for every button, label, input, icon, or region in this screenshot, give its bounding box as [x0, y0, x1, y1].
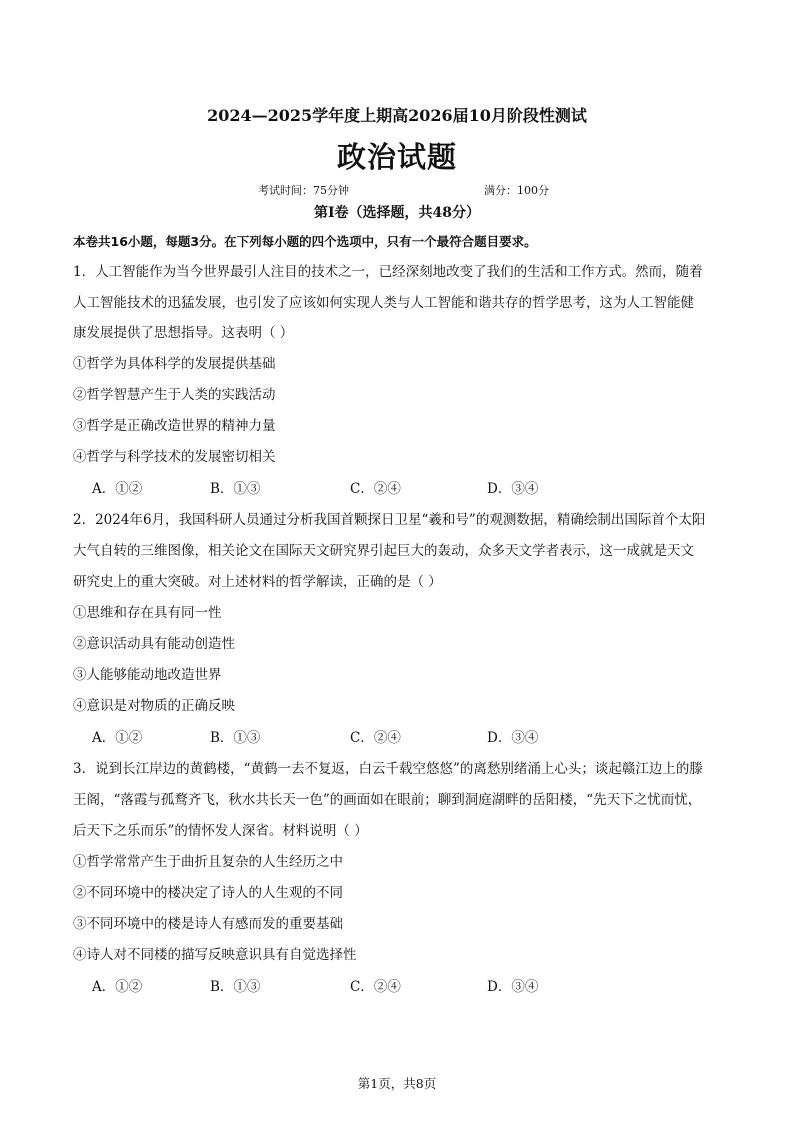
question-text-line: 1．人工智能作为当今世界最引人注目的技术之一，已经深刻地改变了我们的生活和工作方式。然而，随着 — [73, 264, 703, 280]
option-c: C．②④ — [350, 979, 401, 995]
statement: ④诗人对不同楼的描写反映意识具有自觉选择性 — [73, 947, 357, 963]
question-text-line: 康发展提供了思想指导。这表明（ ） — [73, 325, 294, 341]
option-a: A．①② — [92, 979, 143, 995]
statement: ③哲学是正确改造世界的精神力量 — [73, 418, 276, 434]
exam-time: 考试时间：75分钟 — [258, 184, 349, 197]
option-d: D．③④ — [487, 730, 539, 746]
full-score: 满分：100分 — [484, 184, 549, 197]
question-text-line: 大气自转的三维图像，相关论文在国际天文研究界引起巨大的轰动，众多天文学者表示，这一成就是天文 — [73, 543, 694, 559]
statement: ②不同环境中的楼决定了诗人的人生观的不同 — [73, 885, 343, 901]
exam-title: 2024—2025学年度上期高2026届10月阶段性测试 — [207, 106, 587, 125]
statement: ②意识活动具有能动创造性 — [73, 636, 235, 652]
statement: ②哲学智慧产生于人类的实践活动 — [73, 387, 276, 403]
option-b: B．①③ — [210, 481, 261, 497]
option-d: D．③④ — [487, 979, 539, 995]
question-text-line: 研究史上的重大突破。对上述材料的哲学解读，正确的是（ ） — [73, 574, 442, 590]
option-a: A．①② — [92, 481, 143, 497]
statement: ③人能够能动地改造世界 — [73, 667, 222, 683]
question-text-line: 2．2024年6月，我国科研人员通过分析我国首颗探日卫星“羲和号”的观测数据，精确绘制出国际首个太阳 — [73, 512, 706, 528]
option-d: D．③④ — [487, 481, 539, 497]
statement: ①思维和存在具有同一性 — [73, 605, 222, 621]
option-b: B．①③ — [210, 730, 261, 746]
question-text-line: 后天下之乐而乐”的情怀发人深省。材料说明（ ） — [73, 823, 368, 839]
statement: ④哲学与科学技术的发展密切相关 — [73, 449, 276, 465]
option-c: C．②④ — [350, 481, 401, 497]
statement: ①哲学为具体科学的发展提供基础 — [73, 356, 276, 372]
question-text-line: 王阁，“落霞与孤鹜齐飞，秋水共长天一色”的画面如在眼前；聊到洞庭湖畔的岳阳楼，“先天下之忧而忧， — [73, 792, 702, 808]
option-c: C．②④ — [350, 730, 401, 746]
page-number: 第1页，共8页 — [357, 1076, 437, 1091]
statement: ④意识是对物质的正确反映 — [73, 698, 235, 714]
subject-title: 政治试题 — [336, 140, 457, 174]
option-a: A．①② — [92, 730, 143, 746]
question-text-line: 3．说到长江岸边的黄鹤楼，“黄鹤一去不复返，白云千载空悠悠”的离愁别绪涌上心头；谈起赣江边上的滕 — [73, 761, 703, 777]
statement: ③不同环境中的楼是诗人有感而发的重要基础 — [73, 916, 343, 932]
option-b: B．①③ — [210, 979, 261, 995]
instructions: 本卷共16小题，每题3分。在下列每小题的四个选项中，只有一个最符合题目要求。 — [73, 234, 537, 249]
question-text-line: 人工智能技术的迅猛发展，也引发了应该如何实现人类与人工智能和谐共存的哲学思考，这为人工智能健 — [73, 295, 694, 311]
statement: ①哲学常常产生于曲折且复杂的人生经历之中 — [73, 854, 343, 870]
section-title: 第Ⅰ卷（选择题，共48分） — [313, 205, 481, 221]
